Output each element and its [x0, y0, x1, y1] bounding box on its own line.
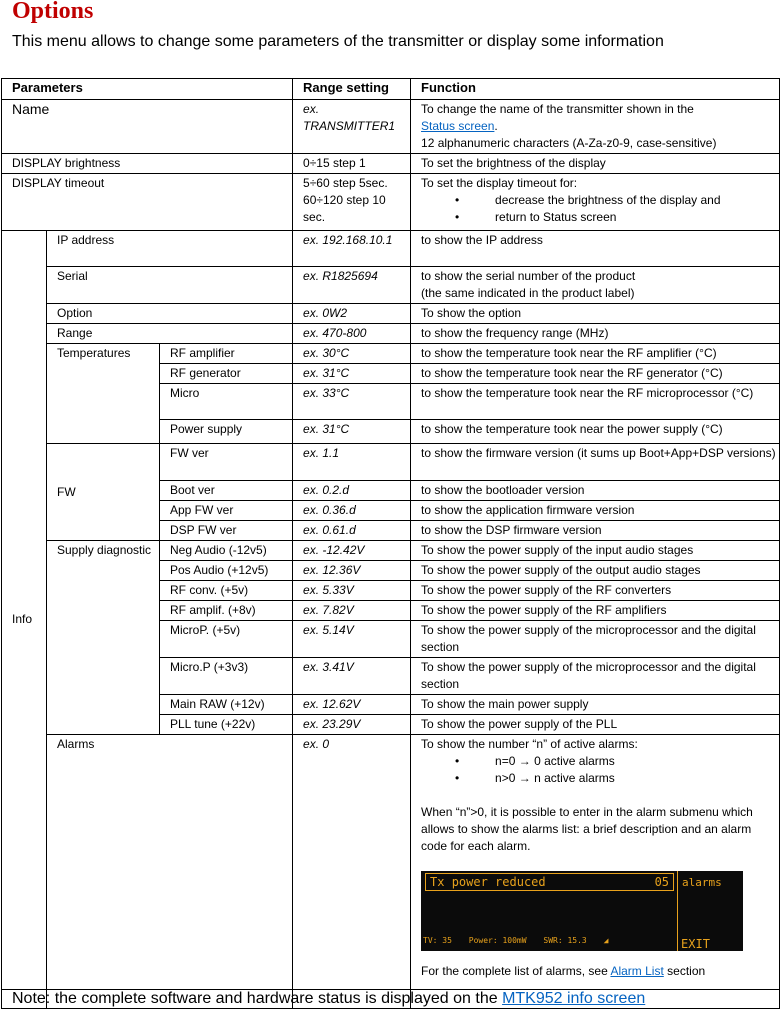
func-serial-line1: to show the serial number of the product	[421, 269, 636, 283]
func-timeout-text: To set the display timeout for:	[421, 176, 578, 190]
func-name	[411, 100, 780, 154]
range-supply: ex. 7.82V	[293, 601, 411, 621]
range-ip: ex. 192.168.10.1	[293, 231, 411, 267]
sub-temp: Power supply	[160, 420, 293, 444]
func-supply: To show the power supply of the microprocessor and the digital section	[411, 658, 780, 695]
func-fw: to show the firmware version (it sums up Boot+App+DSP versions)	[411, 444, 780, 481]
func-supply: To show the power supply of the RF converters	[411, 581, 780, 601]
row-brightness	[2, 154, 780, 174]
param-name: Name	[2, 100, 293, 154]
sub-fw: Boot ver	[160, 481, 293, 501]
sub-temp: RF generator	[160, 364, 293, 384]
range-timeout-line2: 60÷120 step 10 sec.	[303, 193, 386, 224]
sub-fw: App FW ver	[160, 501, 293, 521]
row-ip	[2, 231, 780, 267]
func-temp: to show the temperature took near the power supply (°C)	[411, 420, 780, 444]
sub-supply: Micro.P (+3v3)	[160, 658, 293, 695]
status-screen-link[interactable]: Status screen	[421, 119, 495, 133]
bullet-cond: n=0	[495, 754, 516, 768]
header-function: Function	[411, 79, 780, 100]
range-temp: ex. 33°C	[293, 384, 411, 420]
func-name-after: .	[494, 119, 498, 133]
param-option: Option	[47, 304, 293, 324]
timeout-bullets	[421, 192, 776, 226]
antenna-icon: ◢	[603, 936, 609, 945]
alarm-list-link[interactable]: Alarm List	[610, 964, 664, 978]
list-item	[455, 753, 776, 770]
func-option: To show the option	[411, 304, 780, 324]
func-brightness: To set the brightness of the display	[411, 154, 780, 174]
row-supply-neg-audio	[2, 541, 780, 561]
temperatures-label: Temperatures	[47, 344, 160, 444]
supply-label: Supply diagnostic	[47, 541, 160, 735]
row-temp-rf-amp	[2, 344, 780, 364]
alarms-list-prefix: For the complete list of alarms, see	[421, 964, 608, 978]
sub-fw: FW ver	[160, 444, 293, 481]
alarm-display-status-bar	[423, 932, 620, 949]
alarm-display-power: Power: 100mW	[468, 936, 527, 945]
row-option	[2, 304, 780, 324]
range-supply: ex. 23.29V	[293, 715, 411, 735]
func-range: to show the frequency range (MHz)	[411, 324, 780, 344]
sub-supply: PLL tune (+22v)	[160, 715, 293, 735]
alarm-display-number: 05	[654, 875, 670, 889]
func-name-line2: 12 alphanumeric characters (A-Za-z0-9, case-sensitive)	[421, 136, 717, 150]
alarms-intro: To show the number “n” of active alarms:	[421, 737, 638, 751]
mtk952-info-link[interactable]: MTK952 info screen	[502, 990, 646, 1007]
page-title: Options	[12, 0, 94, 24]
bullet-result: 0 active alarms	[534, 754, 615, 768]
options-table	[1, 78, 780, 1009]
sub-temp: RF amplifier	[160, 344, 293, 364]
range-temp: ex. 31°C	[293, 364, 411, 384]
func-fw: to show the DSP firmware version	[411, 521, 780, 541]
func-supply: To show the power supply of the RF amplifiers	[411, 601, 780, 621]
arrow-right-icon: →	[518, 771, 531, 785]
alarm-display-screenshot	[421, 871, 743, 951]
alarms-list-text	[421, 963, 776, 980]
list-item: • decrease the brightness of the display and	[455, 192, 776, 209]
fw-label: FW	[47, 444, 160, 541]
sub-supply: Pos Audio (+12v5)	[160, 561, 293, 581]
alarm-display-tv: TV: 35	[423, 936, 452, 945]
alarms-list-suffix: section	[667, 964, 706, 978]
intro-text: This menu allows to change some parameters of the transmitter or display some information	[12, 33, 664, 50]
row-timeout	[2, 174, 780, 231]
func-name-text: To change the name of the transmitter shown in the	[421, 102, 694, 116]
range-supply: ex. -12.42V	[293, 541, 411, 561]
sub-supply: MicroP. (+5v)	[160, 621, 293, 658]
note-text: Note: the complete software and hardware status is displayed on the	[12, 990, 498, 1007]
row-name	[2, 100, 780, 154]
param-ip: IP address	[47, 231, 293, 267]
list-item: • return to Status screen	[455, 209, 776, 226]
range-temp: ex. 31°C	[293, 420, 411, 444]
sub-supply: Main RAW (+12v)	[160, 695, 293, 715]
range-supply: ex. 12.62V	[293, 695, 411, 715]
func-temp: to show the temperature took near the RF generator (°C)	[411, 364, 780, 384]
range-supply: ex. 3.41V	[293, 658, 411, 695]
func-fw: to show the bootloader version	[411, 481, 780, 501]
func-supply: To show the power supply of the output audio stages	[411, 561, 780, 581]
range-brightness: 0÷15 step 1	[293, 154, 411, 174]
sub-temp: Micro	[160, 384, 293, 420]
range-fw: ex. 0.36.d	[293, 501, 411, 521]
func-serial-line2: (the same indicated in the product label)	[421, 286, 635, 300]
alarm-display-swr: SWR: 15.3	[543, 936, 587, 945]
row-fw-ver	[2, 444, 780, 481]
footer-note	[12, 990, 645, 1008]
alarm-display-side-label: alarms	[682, 876, 722, 889]
alarms-description: When “n”>0, it is possible to enter in the alarm submenu which allows to show the alarms list: a brief description and an alarm code for each alarm.	[421, 805, 753, 853]
func-serial	[411, 267, 780, 304]
param-range: Range	[47, 324, 293, 344]
info-label: Info	[2, 231, 47, 1009]
func-supply: To show the main power supply	[411, 695, 780, 715]
bullet-result: n active alarms	[534, 771, 615, 785]
func-timeout	[411, 174, 780, 231]
header-parameters: Parameters	[2, 79, 293, 100]
range-fw: ex. 0.61.d	[293, 521, 411, 541]
func-supply: To show the power supply of the PLL	[411, 715, 780, 735]
func-supply: To show the power supply of the input audio stages	[411, 541, 780, 561]
sub-supply: RF conv. (+5v)	[160, 581, 293, 601]
param-alarms: Alarms	[47, 735, 293, 1009]
func-alarms	[411, 735, 780, 1009]
range-supply: ex. 12.36V	[293, 561, 411, 581]
range-serial: ex. R1825694	[293, 267, 411, 304]
func-fw: to show the application firmware version	[411, 501, 780, 521]
range-range: ex. 470-800	[293, 324, 411, 344]
sub-fw: DSP FW ver	[160, 521, 293, 541]
range-option: ex. 0W2	[293, 304, 411, 324]
func-temp: to show the temperature took near the RF amplifier (°C)	[411, 344, 780, 364]
row-range	[2, 324, 780, 344]
func-supply: To show the power supply of the microprocessor and the digital section	[411, 621, 780, 658]
alarms-bullets	[421, 753, 776, 787]
header-range: Range setting	[293, 79, 411, 100]
range-timeout-line1: 5÷60 step 5sec.	[303, 176, 388, 190]
alarm-display-divider	[677, 871, 678, 951]
range-fw: ex. 0.2.d	[293, 481, 411, 501]
func-ip: to show the IP address	[411, 231, 780, 267]
sub-supply: RF amplif. (+8v)	[160, 601, 293, 621]
alarm-display-top-bar	[425, 873, 674, 891]
alarm-display-exit: EXIT	[681, 937, 710, 951]
range-supply: ex. 5.33V	[293, 581, 411, 601]
bullet-cond: n>0	[495, 771, 516, 785]
range-timeout	[293, 174, 411, 231]
arrow-right-icon: →	[518, 754, 531, 768]
alarm-display-text: Tx power reduced	[430, 875, 546, 889]
sub-supply: Neg Audio (-12v5)	[160, 541, 293, 561]
range-name: ex. TRANSMITTER1	[293, 100, 411, 154]
func-temp: to show the temperature took near the RF microprocessor (°C)	[411, 384, 780, 420]
range-alarms: ex. 0	[293, 735, 411, 1009]
param-timeout: DISPLAY timeout	[2, 174, 293, 231]
range-supply: ex. 5.14V	[293, 621, 411, 658]
param-brightness: DISPLAY brightness	[2, 154, 293, 174]
param-serial: Serial	[47, 267, 293, 304]
row-serial	[2, 267, 780, 304]
header-row	[2, 79, 780, 100]
range-temp: ex. 30°C	[293, 344, 411, 364]
list-item	[455, 770, 776, 787]
row-alarms	[2, 735, 780, 1009]
range-fw: ex. 1.1	[293, 444, 411, 481]
